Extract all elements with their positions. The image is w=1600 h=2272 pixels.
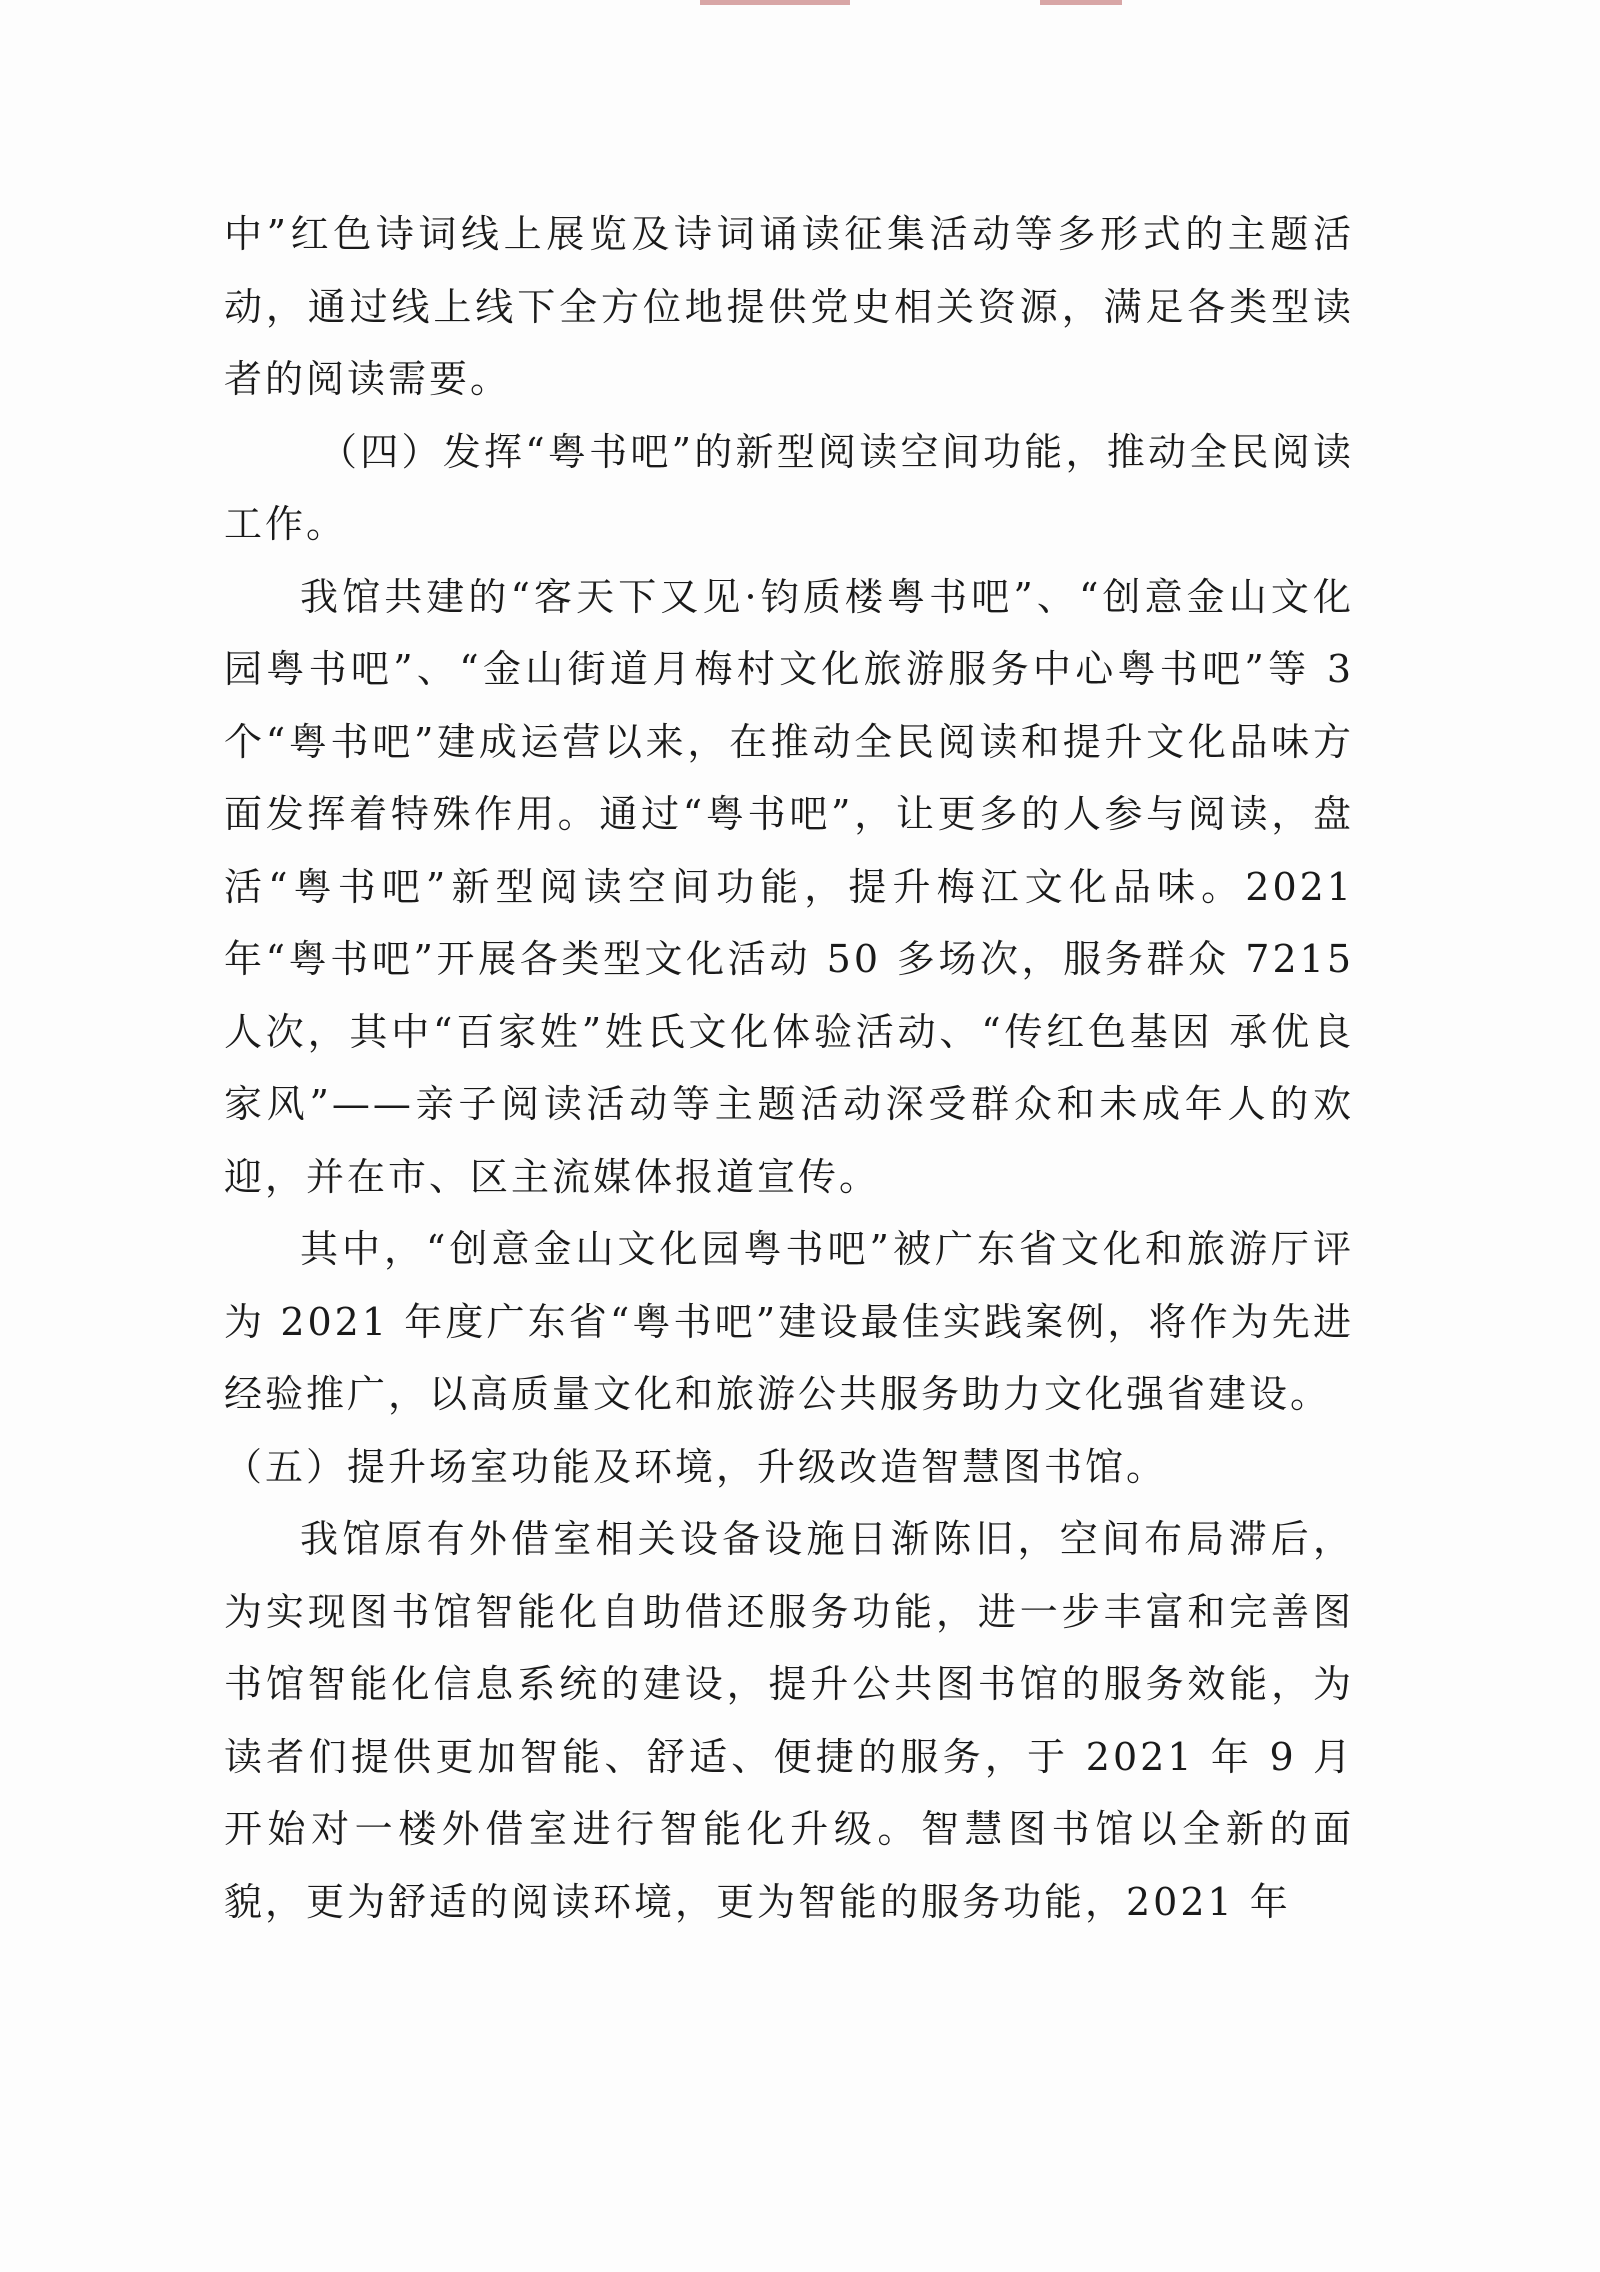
- red-header-fragment: [700, 0, 850, 5]
- body-paragraph: 我馆原有外借室相关设备设施日渐陈旧，空间布局滞后，为实现图书馆智能化自助借还服务功能，进一步丰富和完善图书馆智能化信息系统的建设，提升公共图书馆的服务效能，为读者们提供更加智能、舒适、便捷的服务，于 2021 年 9 月开始对一楼外借室进行智能化升级。智慧图书馆以全新的面貌，更为舒适的阅读环境，更为智能的服务功能，2021 年: [224, 1517, 1354, 1924]
- document-body: [224, 198, 1354, 1938]
- body-paragraph: 我馆共建的“客天下又见·钧质楼粤书吧”、“创意金山文化园粤书吧”、“金山街道月梅村文化旅游服务中心粤书吧”等 3 个“粤书吧”建成运营以来，在推动全民阅读和提升文化品味方面发挥着特殊作用。通过“粤书吧”，让更多的人参与阅读，盘活“粤书吧”新型阅读空间功能，提升梅江文化品味。2021 年“粤书吧”开展各类型文化活动 50 多场次，服务群众 7215 人次，其中“百家姓”姓氏文化体验活动、“传红色基因 承优良家风”——亲子阅读活动等主题活动深受群众和未成年人的欢迎，并在市、区主流媒体报道宣传。: [224, 574, 1354, 1199]
- section-heading-5: （五）提升场室功能及环境，升级改造智慧图书馆。: [224, 1444, 1168, 1489]
- scan-edge-marks: [0, 0, 1600, 6]
- body-paragraph: 其中，“创意金山文化园粤书吧”被广东省文化和旅游厅评为 2021 年度广东省“粤书吧”建设最佳实践案例，将作为先进经验推广，以高质量文化和旅游公共服务助力文化强省建设。: [224, 1227, 1354, 1416]
- body-paragraph: 中”红色诗词线上展览及诗词诵读征集活动等多形式的主题活动，通过线上线下全方位地提供党史相关资源，满足各类型读者的阅读需要。: [224, 212, 1354, 401]
- red-header-fragment: [1040, 0, 1122, 5]
- section-heading-4: （四）发挥“粤书吧”的新型阅读空间功能，推动全民阅读工作。: [224, 429, 1354, 546]
